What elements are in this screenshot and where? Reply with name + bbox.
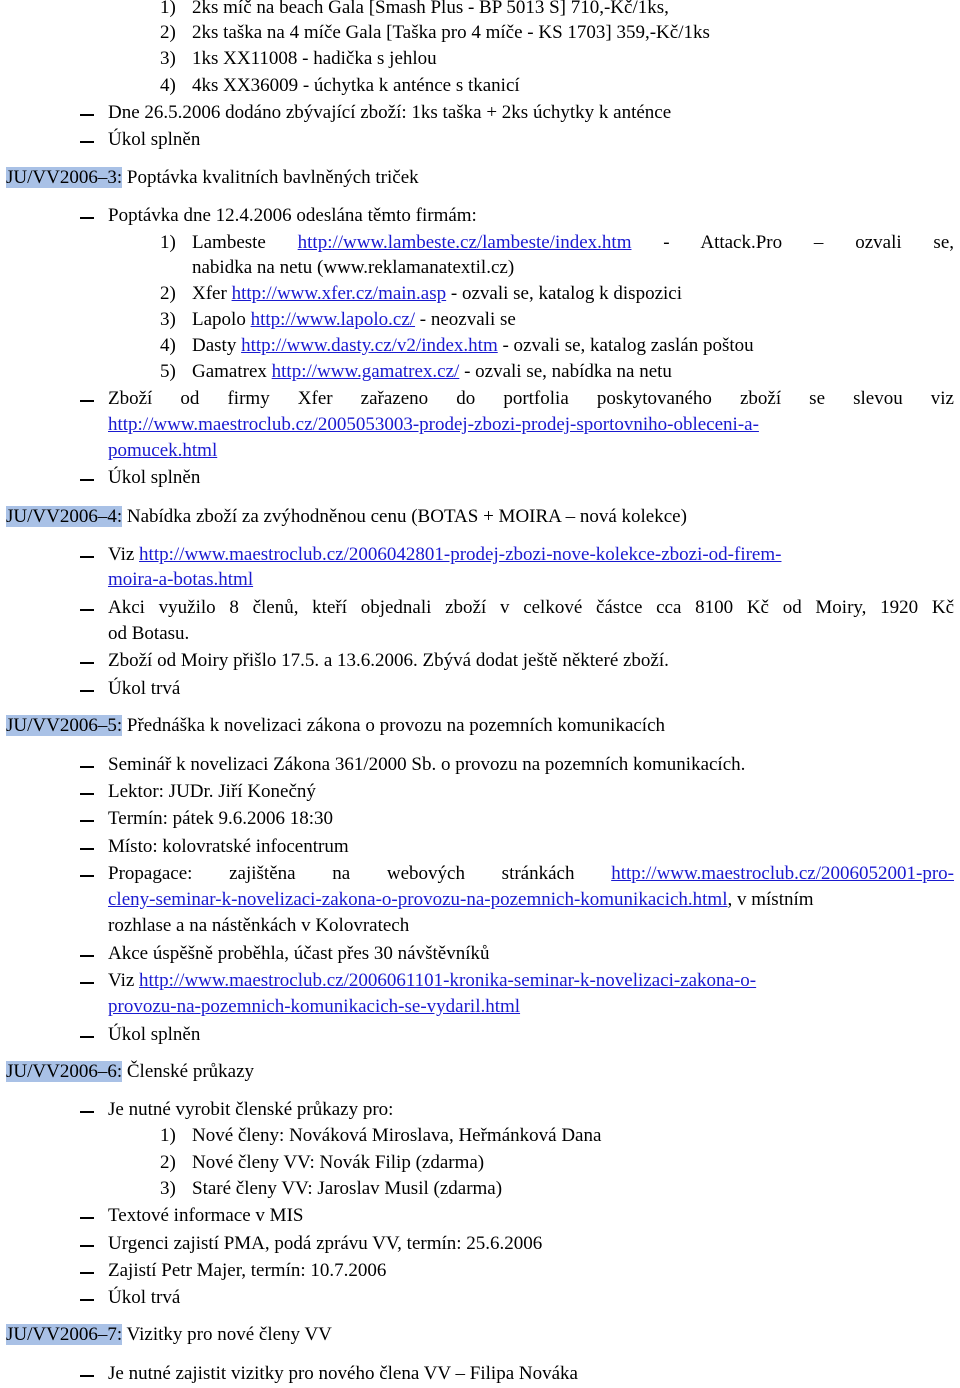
section-5-heading	[6, 714, 665, 738]
cards-item-1-num: 1)	[160, 1125, 176, 1146]
lektor: Lektor: JUDr. Jiří Konečný	[108, 781, 316, 802]
section-7-title: Vizitky pro nové členy VV	[122, 1324, 332, 1345]
list-item-1: 1)	[160, 0, 176, 18]
moira-botas-link-cont[interactable]: moira-a-botas.html	[108, 569, 254, 590]
dash-bullet	[80, 217, 94, 219]
dash-bullet	[80, 820, 94, 822]
list-item-1-text: 2ks míč na beach Gala [Smash Plus - BP 5013 S] 710,-Kč/1ks,	[192, 0, 669, 18]
dash-bullet	[80, 1272, 94, 1274]
propagace-line-2: cleny-seminar-k-novelizaci-zakona-o-provozu-na-pozemnich-komunikacich.html, v místním	[108, 889, 814, 910]
firm-2-name: Xfer	[192, 283, 227, 304]
firm-1-name: Lambeste	[192, 232, 266, 253]
list-item-3-text: 1ks XX11008 - hadička s jehlou	[192, 48, 437, 69]
firm-4-name: Dasty	[192, 335, 237, 356]
cards-item-3-num: 3)	[160, 1178, 176, 1199]
firm-1-rest: - Attack.Pro – ozvali se,	[663, 232, 955, 253]
dash-bullet	[80, 1111, 94, 1113]
dash-bullet	[80, 982, 94, 984]
dash-bullet	[80, 690, 94, 692]
dash-bullet	[80, 609, 94, 611]
bullet-inquiry: Poptávka dne 12.4.2006 odeslána těmto firmám:	[108, 205, 477, 226]
dash-bullet	[80, 141, 94, 143]
cards-item-2: Nové členy VV: Novák Filip (zdarma)	[192, 1152, 485, 1173]
section-7-id: JU/VV2006–7:	[6, 1324, 123, 1345]
section-4-id: JU/VV2006–4:	[6, 506, 123, 527]
akce-line: Akci využilo 8 členů, kteří objednali zboží v celkové částce cca 8100 Kč od Moiry, 1920 Kč	[108, 597, 954, 618]
dash-bullet	[80, 793, 94, 795]
firm-3-rest: - neozvali se	[415, 309, 516, 330]
bullet-delivery: Dne 26.5.2006 dodáno zbývající zboží: 1ks taška + 2ks úchytky k anténce	[108, 102, 672, 123]
dash-bullet	[80, 1036, 94, 1038]
firm-3-line	[192, 308, 516, 332]
firm-5-link[interactable]: http://www.gamatrex.cz/	[271, 361, 460, 382]
dash-bullet	[80, 400, 94, 402]
dash-bullet	[80, 662, 94, 664]
dash-bullet	[80, 848, 94, 850]
kronika-link-cont[interactable]: provozu-na-pozemnich-komunikacich-se-vydaril.html	[108, 996, 521, 1017]
firm-5-line	[192, 360, 672, 384]
cards-intro: Je nutné vyrobit členské průkazy pro:	[108, 1099, 394, 1120]
akce-line-cont: od Botasu.	[108, 623, 190, 644]
section-3-id: JU/VV2006–3:	[6, 167, 123, 188]
list-item-4: 4)	[160, 75, 176, 96]
propagace-link[interactable]: http://www.maestroclub.cz/2006052001-pro-	[611, 863, 954, 884]
dash-bullet	[80, 1245, 94, 1247]
status-ongoing: Úkol trvá	[108, 678, 181, 699]
firm-5-name: Gamatrex	[192, 361, 267, 382]
xfer-portfolio-link[interactable]: http://www.maestroclub.cz/2005053003-prodej-zbozi-prodej-sportovniho-obleceni-a-	[108, 414, 759, 435]
propagace-line: Propagace: zajištěna na webových stránkách http://www.maestroclub.cz/2006052001-pro-	[108, 863, 954, 884]
firm-2-num: 2)	[160, 283, 176, 304]
status-done: Úkol splněn	[108, 467, 201, 488]
xfer-portfolio-link-cont[interactable]: pomucek.html	[108, 440, 218, 461]
dash-bullet	[80, 766, 94, 768]
firm-5-num: 5)	[160, 361, 176, 382]
firm-5-rest: - ozvali se, nabídka na netu	[459, 361, 672, 382]
list-item-3: 3)	[160, 48, 176, 69]
propagace-link-cont[interactable]: cleny-seminar-k-novelizaci-zakona-o-provozu-na-pozemnich-komunikacich.html	[108, 889, 728, 910]
moira-botas-link[interactable]: http://www.maestroclub.cz/2006042801-prodej-zbozi-nove-kolekce-zbozi-od-firem-	[139, 544, 782, 565]
status-done: Úkol splněn	[108, 129, 201, 150]
section-6-id: JU/VV2006–6:	[6, 1061, 123, 1082]
dash-bullet	[80, 1299, 94, 1301]
urgenci: Urgenci zajistí PMA, podá zprávu VV, termín: 25.6.2006	[108, 1233, 543, 1254]
section-4-title: Nabídka zboží za zvýhodněnou cenu (BOTAS + MOIRA – nová kolekce)	[122, 506, 687, 527]
firm-2-rest: - ozvali se, katalog k dispozici	[446, 283, 682, 304]
status-ongoing: Úkol trvá	[108, 1287, 181, 1308]
dash-bullet	[80, 955, 94, 957]
dash-bullet	[80, 479, 94, 481]
section-6-heading	[6, 1060, 254, 1084]
cards-item-2-num: 2)	[160, 1152, 176, 1173]
cards-item-1: Nové členy: Nováková Miroslava, Heřmánková Dana	[192, 1125, 602, 1146]
list-item-2: 2)	[160, 22, 176, 43]
firm-4-line	[192, 334, 754, 358]
firm-3-link[interactable]: http://www.lapolo.cz/	[250, 309, 416, 330]
firm-4-link[interactable]: http://www.dasty.cz/v2/index.htm	[241, 335, 498, 356]
firm-3-name: Lapolo	[192, 309, 246, 330]
firm-2-line	[192, 282, 682, 306]
dash-bullet	[80, 114, 94, 116]
section-3-heading	[6, 166, 419, 190]
firm-1-link[interactable]: http://www.lambeste.cz/lambeste/index.htm	[297, 232, 632, 253]
dash-bullet	[80, 556, 94, 558]
akce-result: Akce úspěšně proběhla, účast přes 30 návštěvníků	[108, 943, 490, 964]
cards-item-3: Staré členy VV: Jaroslav Musil (zdarma)	[192, 1178, 503, 1199]
list-item-2-text: 2ks taška na 4 míče Gala [Taška pro 4 míče - KS 1703] 359,-Kč/1ks	[192, 22, 710, 43]
firm-1-num: 1)	[160, 232, 176, 253]
propagace-line-3: rozhlase a na nástěnkách v Kolovratech	[108, 915, 410, 936]
section-5-id: JU/VV2006–5:	[6, 715, 123, 736]
textove-informace: Textové informace v MIS	[108, 1205, 304, 1226]
seminar: Seminář k novelizaci Zákona 361/2000 Sb. o provozu na pozemních komunikacích.	[108, 754, 746, 775]
status-done: Úkol splněn	[108, 1024, 201, 1045]
viz-kronika: Viz http://www.maestroclub.cz/2006061101-kronika-seminar-k-novelizaci-zakona-o-	[108, 970, 757, 991]
firm-1-line	[192, 231, 954, 255]
section-6-title: Členské průkazy	[122, 1061, 255, 1082]
viz-line: Viz http://www.maestroclub.cz/2006042801-prodej-zbozi-nove-kolekce-zbozi-od-firem-	[108, 544, 782, 565]
list-item-4-text: 4ks XX36009 - úchytka k anténce s tkanicí	[192, 75, 520, 96]
firm-3-num: 3)	[160, 309, 176, 330]
section-7-heading	[6, 1323, 332, 1347]
section-3-title: Poptávka kvalitních bavlněných triček	[122, 167, 419, 188]
business-cards: Je nutné zajistit vizitky pro nového člena VV – Filipa Nováka	[108, 1363, 578, 1384]
moira-delivery: Zboží od Moiry přišlo 17.5. a 13.6.2006. Zbývá dodat ještě některé zboží.	[108, 650, 669, 671]
zajisti: Zajistí Petr Majer, termín: 10.7.2006	[108, 1260, 387, 1281]
xfer-portfolio-line: Zboží od firmy Xfer zařazeno do portfolia poskytovaného zboží se slevou viz	[108, 388, 954, 409]
misto: Místo: kolovratské infocentrum	[108, 836, 349, 857]
section-4-heading	[6, 505, 687, 529]
dash-bullet	[80, 875, 94, 877]
dash-bullet	[80, 1217, 94, 1219]
section-5-title: Přednáška k novelizaci zákona o provozu na pozemních komunikacích	[122, 715, 666, 736]
firm-1-line2: nabidka na netu (www.reklamanatextil.cz)	[192, 257, 515, 278]
dash-bullet	[80, 1375, 94, 1377]
kronika-link[interactable]: http://www.maestroclub.cz/2006061101-kronika-seminar-k-novelizaci-zakona-o-	[139, 970, 757, 991]
firm-4-rest: - ozvali se, katalog zaslán poštou	[497, 335, 754, 356]
firm-2-link[interactable]: http://www.xfer.cz/main.asp	[231, 283, 447, 304]
firm-4-num: 4)	[160, 335, 176, 356]
termin: Termín: pátek 9.6.2006 18:30	[108, 808, 334, 829]
